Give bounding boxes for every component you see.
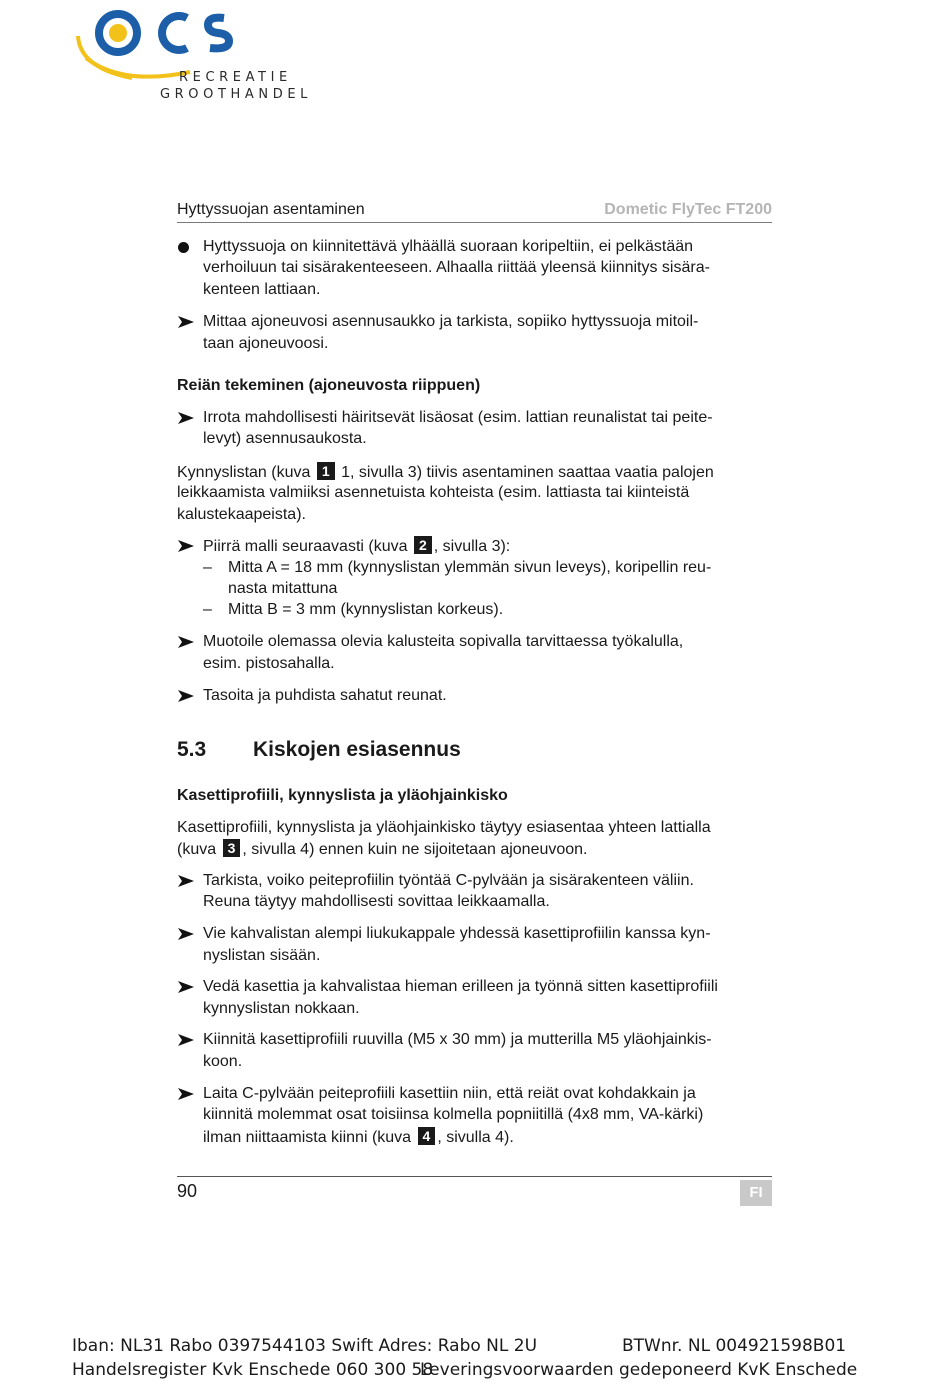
bullet-text: Hyttyssuoja on kiinnitettävä ylhäällä suoraan koripeltiin, ei pelkästään — [203, 238, 694, 255]
figure-badge: 2 — [414, 536, 432, 554]
language-badge: FI — [740, 1180, 772, 1206]
paragraph-line — [177, 839, 588, 860]
step-text: kiinnitä molemmat osat toisiinsa kolmella popniitillä (4x8 mm, VA-kärki) — [203, 1106, 704, 1123]
bullet-text: kenteen lattiaan. — [203, 281, 321, 298]
paragraph-text: kalustekaapeista). — [177, 506, 306, 523]
footer-terms: Leveringsvoorwaarden gedeponeerd KvK Enschede — [420, 1360, 858, 1380]
running-header — [177, 199, 772, 223]
section-title: Kiskojen esiasennus — [253, 738, 461, 761]
logo-text-groothandel: GROOTHANDEL — [160, 87, 312, 102]
step-text: Laita C-pylvään peiteprofiili kasettiin niin, että reiät ovat kohdakkain ja — [203, 1085, 696, 1102]
step-text: Tarkista, voiko peiteprofiilin työntää C-pylvään ja sisärakenteen väliin. — [203, 872, 694, 889]
step-text: taan ajoneuvoosi. — [203, 335, 329, 352]
step-text: nyslistan sisään. — [203, 947, 321, 964]
step-text: Tasoita ja puhdista sahatut reunat. — [203, 687, 447, 704]
step-text: Vedä kasettia ja kahvalistaa hieman erilleen ja työnnä sitten kasettiprofiili — [203, 978, 718, 995]
step-text: Kiinnitä kasettiprofiili ruuvilla (M5 x 30 mm) ja mutterilla M5 yläohjainkis- — [203, 1031, 712, 1048]
step-arrow-icon — [177, 874, 195, 888]
footer-rule — [177, 1176, 772, 1177]
paragraph-text: (kuva — [177, 841, 217, 858]
figure-badge: 3 — [223, 839, 241, 857]
footer-btw: BTWnr. NL 004921598B01 — [622, 1336, 847, 1356]
step-text: , sivulla 3): — [433, 538, 511, 555]
step-arrow-icon — [177, 980, 195, 994]
paragraph-line — [177, 462, 714, 483]
bullet-text: verhoiluun tai sisärakenteeseen. Alhaalla riittää yleensä kiinnitys sisära- — [203, 259, 710, 276]
figure-badge: 4 — [418, 1127, 436, 1145]
section-number: 5.3 — [177, 738, 207, 761]
step-text: Irrota mahdollisesti häiritsevät lisäosat (esim. lattian reunalistat tai peite- — [203, 409, 713, 426]
dash-item-text: nasta mitattuna — [228, 580, 338, 597]
paragraph-text: Kasettiprofiili, kynnyslista ja yläohjainkisko täytyy esiasentaa yhteen lattialla — [177, 819, 711, 836]
dash-marker: – — [203, 601, 212, 618]
step-line — [203, 1127, 514, 1148]
header-product-title: Dometic FlyTec FT200 — [604, 201, 772, 218]
subheading: Kasettiprofiili, kynnyslista ja yläohjainkisko — [177, 787, 508, 804]
step-text: levyt) asennusaukosta. — [203, 430, 367, 447]
header-section-title: Hyttyssuojan asentaminen — [177, 201, 365, 218]
step-line — [203, 536, 510, 557]
bullet-dot-icon — [178, 242, 189, 253]
subheading: Reiän tekeminen (ajoneuvosta riippuen) — [177, 377, 481, 394]
page-number: 90 — [177, 1181, 198, 1201]
dash-item-text: Mitta B = 3 mm (kynnyslistan korkeus). — [228, 601, 504, 618]
step-text: esim. pistosahalla. — [203, 655, 335, 672]
step-text: Muotoile olemassa olevia kalusteita sopivalla tarvittaessa työkalulla, — [203, 633, 684, 650]
footer-iban: Iban: NL31 Rabo 0397544103 Swift Adres: Rabo NL 2U — [72, 1336, 538, 1356]
dash-item-text: Mitta A = 18 mm (kynnyslistan ylemmän sivun leveys), koripellin reu- — [228, 559, 712, 576]
logo-text-recreatie: RECREATIE — [179, 70, 292, 85]
step-arrow-icon — [177, 1087, 195, 1101]
company-logo — [72, 6, 312, 102]
step-text: kynnyslistan nokkaan. — [203, 1000, 360, 1017]
step-text: ilman niittaamista kiinni (kuva — [203, 1129, 412, 1146]
step-text: Piirrä malli seuraavasti (kuva — [203, 538, 408, 555]
step-text: , sivulla 4). — [437, 1129, 514, 1146]
paragraph-text: 1, sivulla 3) tiivis asentaminen saattaa vaatia palojen — [341, 464, 714, 481]
paragraph-text: , sivulla 4) ennen kuin ne sijoitetaan ajoneuvoon. — [242, 841, 588, 858]
step-text: Mittaa ajoneuvosi asennusaukko ja tarkista, sopiiko hyttyssuoja mitoil- — [203, 313, 699, 330]
paragraph-text: leikkaamista valmiiksi asennetuista kohteista (esim. lattiasta tai kiinteistä — [177, 484, 690, 501]
step-arrow-icon — [177, 689, 195, 703]
step-arrow-icon — [177, 927, 195, 941]
step-arrow-icon — [177, 411, 195, 425]
footer-kvk: Handelsregister Kvk Enschede 060 300 58 — [72, 1360, 434, 1380]
step-text: Vie kahvalistan alempi liukukappale yhdessä kasettiprofiilin kanssa kyn- — [203, 925, 711, 942]
step-text: koon. — [203, 1053, 243, 1070]
step-arrow-icon — [177, 1033, 195, 1047]
step-arrow-icon — [177, 635, 195, 649]
dash-marker: – — [203, 559, 212, 576]
step-arrow-icon — [177, 315, 195, 329]
figure-badge: 1 — [317, 462, 335, 480]
step-arrow-icon — [177, 539, 195, 553]
paragraph-text: Kynnyslistan (kuva — [177, 464, 311, 481]
step-text: Reuna täytyy mahdollisesti sovittaa leikkaamalla. — [203, 893, 550, 910]
